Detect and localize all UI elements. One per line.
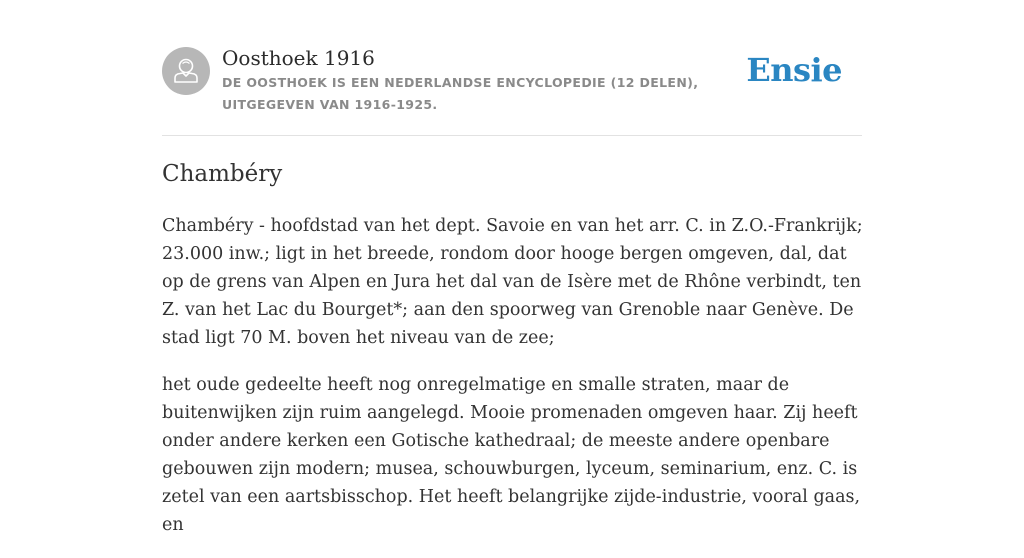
article-title: Chambéry: [162, 161, 283, 187]
source-avatar[interactable]: [162, 47, 210, 95]
source-description: DE OOSTHOEK IS EEN NEDERLANDSE ENCYCLOPEDIE (12 DELEN), UITGEGEVEN VAN 1916-1925.: [222, 75, 699, 112]
source-header: [162, 44, 862, 136]
article-paragraph: Chambéry - hoofdstad van het dept. Savoie en van het arr. C. in Z.O.-Frankrijk; 23.000 inw.; ligt in het breede, rondom door hooge bergen omgeven, dal, dat op de grens van Alpen en Jura het dal van de Isère met de Rhône verbindt, ten Z. van het Lac du Bourget*; aan den spoorweg van Grenoble naar Genève. De stad ligt 70 M. boven het niveau van de zee;: [162, 216, 863, 348]
source-title[interactable]: Oosthoek 1916: [222, 46, 375, 70]
user-outline-icon: [162, 47, 210, 95]
article-paragraph: het oude gedeelte heeft nog onregelmatige en smalle straten, maar de buitenwijken zijn ruim aangelegd. Mooie promenaden omgeven haar. Zij heeft onder andere kerken een Gotische kathedraal; de meeste andere openbare gebouwen zijn modern; musea, schouwburgen, lyceum, seminarium, enz. C. is zetel van een aartsbisschop. Het heeft belangrijke zijde-industrie, vooral gaas, en: [162, 375, 861, 535]
article-body: [162, 212, 866, 558]
ensie-logo[interactable]: Ensie: [746, 51, 842, 89]
header-divider: [162, 135, 862, 136]
